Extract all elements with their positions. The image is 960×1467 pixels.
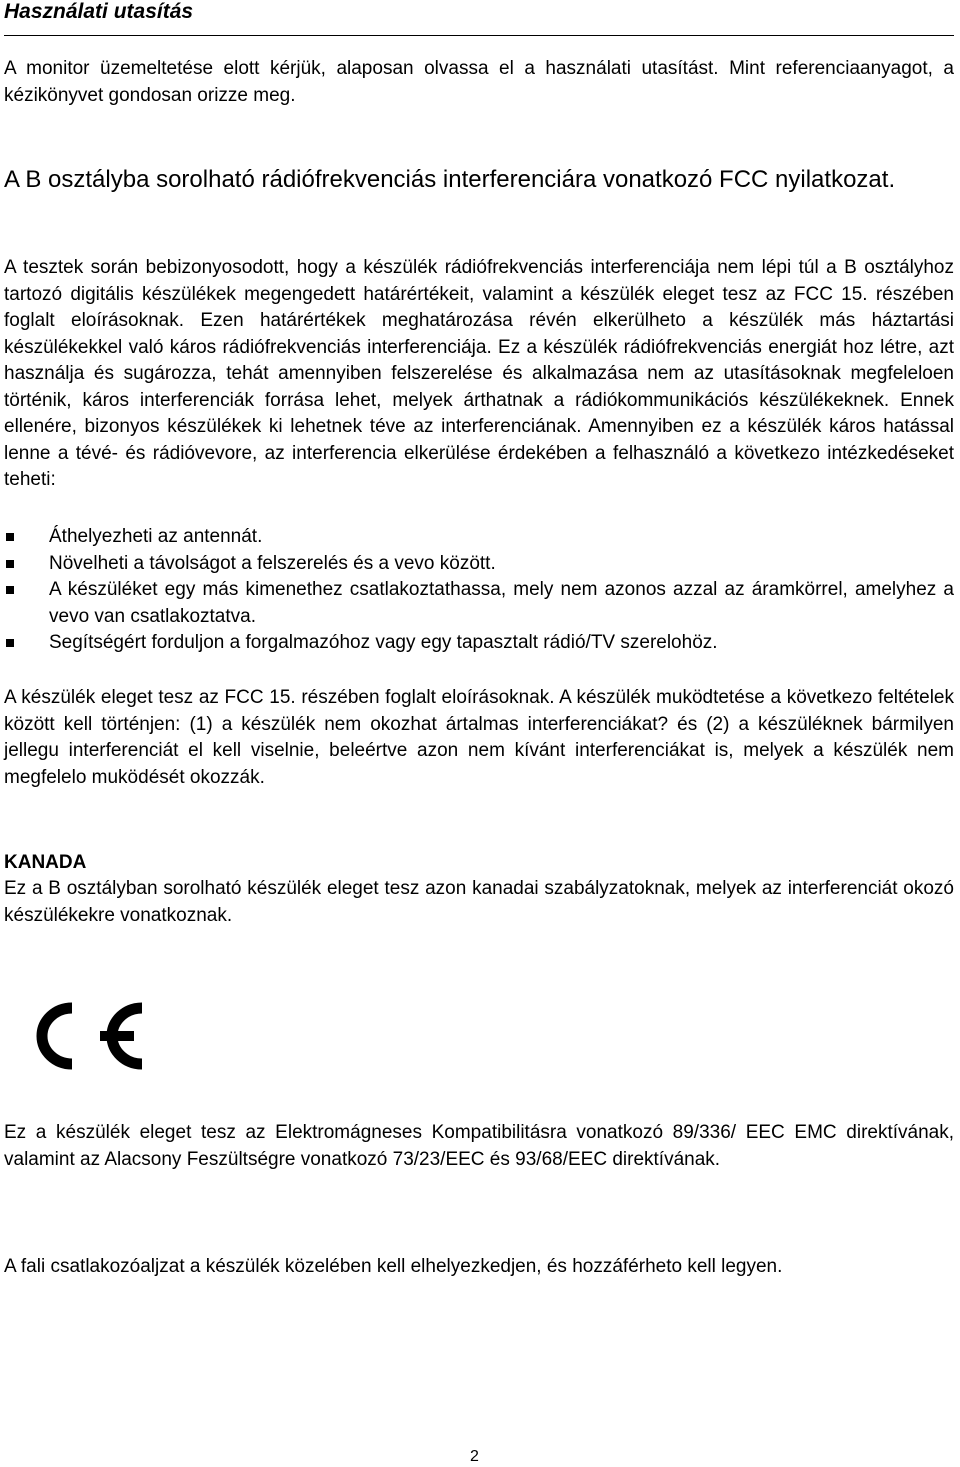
- intro-paragraph: A monitor üzemeltetése elott kérjük, alaposan olvassa el a használati utasítást. Mint referenciaanyagot, a kézikönyvet gondosan orizze meg.: [4, 58, 954, 106]
- kanada-heading: KANADA: [4, 852, 87, 873]
- list-item-text: Áthelyezheti az antennát.: [49, 526, 263, 547]
- list-item: [4, 524, 954, 551]
- bullet-square-icon: [6, 560, 14, 568]
- list-item-text: A készüléket egy más kimenethez csatlakoztathassa, mely nem azonos azzal az áramkörrel, amelyhez a vevo van csatlakoztatva.: [49, 579, 954, 627]
- list-item-text: Segítségért forduljon a forgalmazóhoz vagy egy tapasztalt rádió/TV szerelohöz.: [49, 632, 718, 653]
- outlet-paragraph: A fali csatlakozóaljzat a készülék közelében kell elhelyezkedjen, és hozzáférheto kell legyen.: [4, 1256, 783, 1277]
- page-number: 2: [470, 1448, 479, 1465]
- fcc-heading: A B osztályba sorolható rádiófrekvenciás interferenciára vonatkozó FCC nyilatkozat.: [4, 166, 896, 193]
- kanada-paragraph: Ez a B osztályban sorolható készülék eleget tesz azon kanadai szabályzatoknak, melyek az interferenciát okozó készülékekre vonatkoznak.: [4, 878, 954, 926]
- ce-paragraph: Ez a készülék eleget tesz az Elektromágneses Kompatibilitásra vonatkozó 89/336/ EEC EMC direktívának, valamint az Alacsony Feszültségre vonatkozó 73/23/EEC és 93/68/EEC direktívának.: [4, 1122, 954, 1170]
- page-title: Használati utasítás: [4, 0, 194, 23]
- ce-mark-logo: [14, 1002, 149, 1070]
- list-item: [4, 630, 954, 657]
- bullet-square-icon: [6, 639, 14, 647]
- bullet-square-icon: [6, 586, 14, 594]
- header-divider: [4, 35, 954, 36]
- fcc15-paragraph: A készülék eleget tesz az FCC 15. részében foglalt eloírásoknak. A készülék muködtetése a következo feltételek között kell történjen: (1) a készülék nem okozhat ártalmas interferenciákat? és (2) a készüléknek bármilyen jellegu interferenciát el kell viselnie, beleértve azon nem kívánt interferenciákat is, melyek a készülék nem megfelelo muködését okozzák.: [4, 687, 954, 788]
- fcc-measures-list: [4, 524, 954, 657]
- bullet-square-icon: [6, 533, 14, 541]
- list-item: [4, 551, 954, 578]
- list-item: [4, 577, 954, 630]
- fcc-body-paragraph: A tesztek során bebizonyosodott, hogy a készülék rádiófrekvenciás interferenciája nem lépi túl a B osztályhoz tartozó digitális készülékek megengedett határértékeit, valamint a készülék eleget tesz az FCC 15. részében foglalt eloírásoknak. Ezen határértékek meghatározása révén elkerülheto a készülék más háztartási készülékekkel való káros rádiófrekvenciás interferenciája. Ez a készülék rádiófrekvenciás energiát hoz létre, azt használja és sugározza, tehát amennyiben felszerelése és alkalmazása nem az utasításoknak megfeleloen történik, káros interferenciák forrása lehet, melyek árthatnak a rádiókommunikációs készülékeknek. Ennek ellenére, bizonyos készülékek ki lehetnek téve az interferenciának. Amennyiben ez a készülék káros hatással lenne a tévé- és rádióvevore, az interferencia elkerülése érdekében a felhasználó a következo intézkedéseket teheti:: [4, 257, 954, 490]
- list-item-text: Növelheti a távolságot a felszerelés és a vevo között.: [49, 552, 496, 574]
